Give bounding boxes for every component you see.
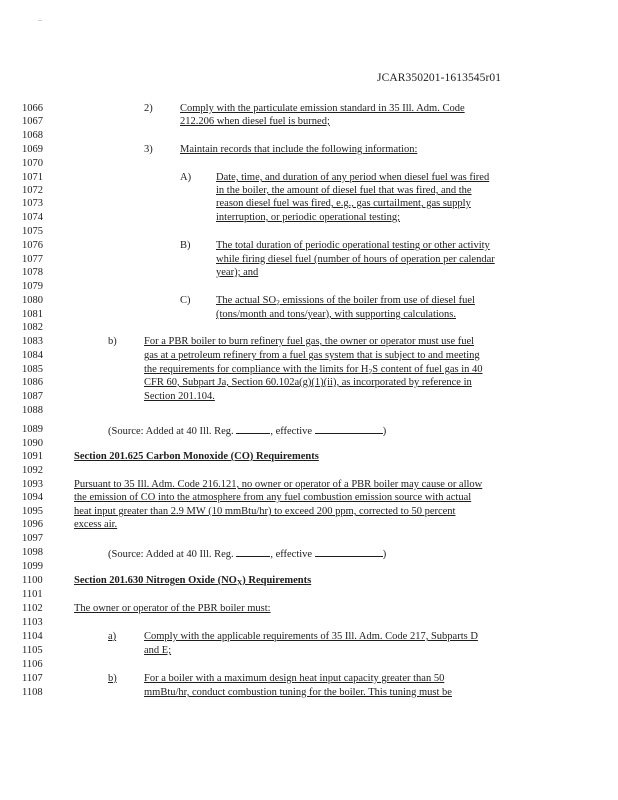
- line-number: 1091: [22, 451, 43, 462]
- item-630-b-line2: mmBtu/hr, conduct combustion tuning for the boiler. This tuning must be: [144, 687, 452, 698]
- line-number: 1078: [22, 267, 43, 278]
- line-number: 1068: [22, 130, 43, 141]
- line-number: 1083: [22, 336, 43, 347]
- line-number: 1084: [22, 350, 43, 361]
- item-A-line1: Date, time, and duration of any period when diesel fuel was fired: [216, 172, 490, 183]
- scan-mark: [38, 20, 42, 21]
- item-2-text-line1: Comply with the particulate emission standard in 35 Ill. Adm. Code: [180, 103, 465, 114]
- line-number: 1096: [22, 519, 43, 530]
- line-number: 1102: [22, 603, 43, 614]
- section-625-line3: heat input greater than 2.9 MW (10 mmBtu/hr) to exceed 200 ppm, corrected to 50 percent: [74, 506, 456, 517]
- item-B-line1: The total duration of periodic operational testing or other activity: [216, 240, 490, 251]
- section-625-title: Section 201.625 Carbon Monoxide (CO) Requirements: [74, 451, 319, 462]
- item-630-b-label: b): [108, 673, 117, 684]
- line-number: 1067: [22, 116, 43, 127]
- line-number: 1086: [22, 377, 43, 388]
- line-number: 1103: [22, 617, 43, 628]
- item-A-label: A): [180, 172, 192, 183]
- line-number: 1089: [22, 424, 43, 435]
- item-3-text: Maintain records that include the following information:: [180, 144, 418, 155]
- item-630-a-label: a): [108, 631, 117, 642]
- item-630-b-line1: For a boiler with a maximum design heat input capacity greater than 50: [144, 673, 445, 684]
- item-B-label: B): [180, 240, 191, 251]
- line-number: 1073: [22, 198, 43, 209]
- item-630-a-line1: Comply with the applicable requirements of 35 Ill. Adm. Code 217, Subparts D: [144, 631, 478, 642]
- line-number: 1082: [22, 322, 43, 333]
- line-number: 1106: [22, 659, 43, 670]
- line-number: 1090: [22, 438, 43, 449]
- section-625-line1: Pursuant to 35 Ill. Adm. Code 216.121, no owner or operator of a PBR boiler may cause or allow: [74, 479, 483, 490]
- section-630-title: Section 201.630 Nitrogen Oxide $(NO_X)$ Requirements: [74, 575, 312, 587]
- line-number: 1105: [22, 645, 43, 656]
- item-C-line2: (tons/month and tons/year), with supporting calculations.: [216, 309, 457, 320]
- line-number: 1079: [22, 281, 43, 292]
- line-number: 1093: [22, 479, 43, 490]
- line-number: 1077: [22, 254, 43, 265]
- item-A-line3: reason diesel fuel was fired, e.g., gas curtailment, gas supply: [216, 198, 471, 209]
- item-b-label: b): [108, 336, 117, 347]
- section-625-line2: the emission of CO into the atmosphere from any fuel combustion emission source with actual: [74, 492, 472, 503]
- item-C-label: C): [180, 295, 191, 306]
- line-number: 1100: [22, 575, 43, 586]
- line-number: 1098: [22, 547, 43, 558]
- line-number: 1075: [22, 226, 43, 237]
- line-number: 1066: [22, 103, 43, 114]
- line-number: 1081: [22, 309, 43, 320]
- item-b-line3: the requirements for compliance with the limits for $H_2S$ content of fuel gas in 40: [144, 364, 483, 376]
- line-number: 1097: [22, 533, 43, 544]
- section-625-line4: excess air.: [74, 519, 118, 530]
- item-b-line5: Section 201.104.: [144, 391, 215, 402]
- item-b-line4: CFR 60, Subpart Ja, Section 60.102a(g)(1)(ii), as incorporated by reference in: [144, 377, 472, 388]
- item-B-line2: while firing diesel fuel (number of hours of operation per calendar: [216, 254, 495, 265]
- line-number: 1095: [22, 506, 43, 517]
- item-B-line3: year); and: [216, 267, 259, 278]
- line-number: 1088: [22, 405, 43, 416]
- line-number: 1092: [22, 465, 43, 476]
- line-number: 1069: [22, 144, 43, 155]
- item-2-label: 2): [144, 103, 153, 114]
- line-number: 1080: [22, 295, 43, 306]
- line-number: 1072: [22, 185, 43, 196]
- line-number: 1070: [22, 158, 43, 169]
- line-number: 1107: [22, 673, 43, 684]
- line-number: 1074: [22, 212, 43, 223]
- item-A-line4: interruption, or periodic operational testing;: [216, 212, 400, 223]
- line-number: 1085: [22, 364, 43, 375]
- line-number: 1101: [22, 589, 43, 600]
- item-A-line2: in the boiler, the amount of diesel fuel that was fired, and the: [216, 185, 472, 196]
- line-number: 1087: [22, 391, 43, 402]
- line-number: 1071: [22, 172, 43, 183]
- line-number: 1108: [22, 687, 43, 698]
- line-number: 1076: [22, 240, 43, 251]
- line-number: 1099: [22, 561, 43, 572]
- item-630-a-line2: and E;: [144, 645, 172, 656]
- source-note-2: (Source: Added at 40 Ill. Reg. , effective ): [108, 546, 386, 561]
- item-C-line1: The actual $SO_2$ emissions of the boiler from use of diesel fuel: [216, 295, 475, 307]
- item-b-line2: gas at a petroleum refinery from a fuel gas system that is subject to and meeting: [144, 350, 480, 361]
- section-630-intro: The owner or operator of the PBR boiler must:: [74, 603, 271, 614]
- item-b-line1: For a PBR boiler to burn refinery fuel gas, the owner or operator must use fuel: [144, 336, 475, 347]
- source-note-1: (Source: Added at 40 Ill. Reg. , effective ): [108, 423, 386, 438]
- document-id: JCAR350201-1613545r01: [377, 72, 502, 84]
- item-2-text-line2: 212.206 when diesel fuel is burned;: [180, 116, 330, 127]
- line-number: 1104: [22, 631, 43, 642]
- item-3-label: 3): [144, 144, 153, 155]
- line-number: 1094: [22, 492, 43, 503]
